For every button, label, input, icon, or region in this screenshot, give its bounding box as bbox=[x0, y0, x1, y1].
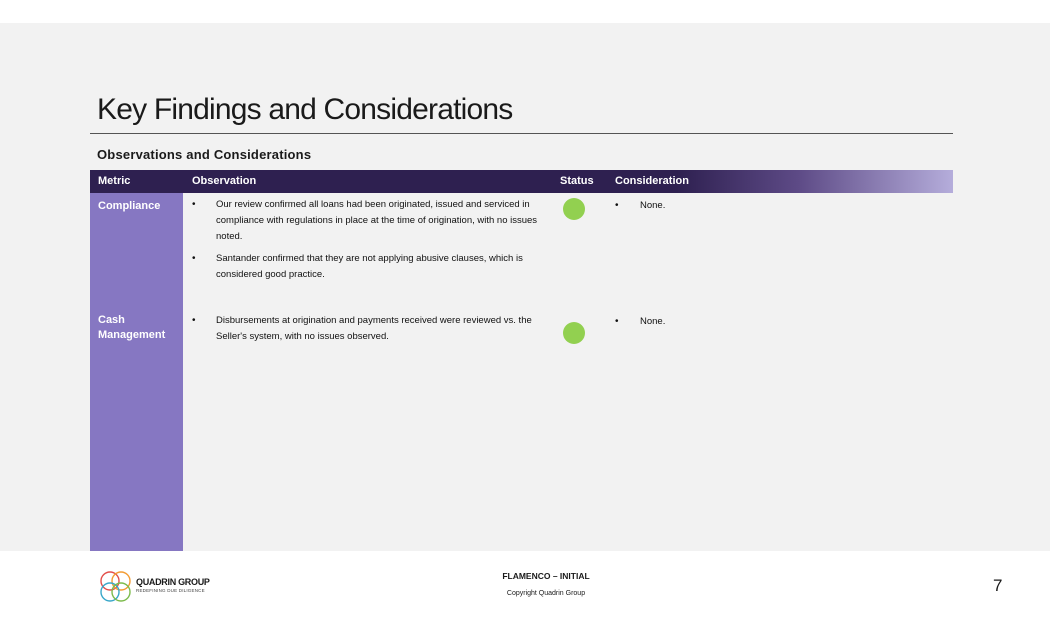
page-number: 7 bbox=[993, 576, 1003, 595]
table-header bbox=[90, 170, 953, 193]
observation-list-compliance bbox=[192, 197, 542, 289]
status-indicator-compliance bbox=[563, 198, 585, 220]
logo-name: QUADRIN GROUP bbox=[136, 577, 210, 587]
observation-list-cash-management bbox=[192, 313, 542, 351]
logo-tagline: REDEFINING DUE DILIGENCE bbox=[136, 588, 205, 593]
footer-project: FLAMENCO – INITIAL bbox=[502, 571, 590, 581]
title-divider bbox=[90, 133, 953, 134]
section-heading: Observations and Considerations bbox=[97, 147, 312, 162]
observation-item: • Our review confirmed all loans had been originated, issued and serviced in compliance with regulations in place at the time of origination, with no issues noted. bbox=[192, 197, 542, 245]
footer-copyright: Copyright Quadrin Group bbox=[506, 590, 586, 597]
observation-item: • Santander confirmed that they are not applying abusive clauses, which is considered good practice. bbox=[192, 251, 542, 283]
slide-body bbox=[0, 23, 1050, 551]
consideration-cash-management: • None. bbox=[615, 314, 665, 330]
observation-item: • Disbursements at origination and payments received were reviewed vs. the Seller's system, with no issues observed. bbox=[192, 313, 542, 345]
header-status: Status bbox=[560, 175, 594, 187]
slide-title: Key Findings and Considerations bbox=[97, 93, 513, 126]
metric-compliance: Compliance bbox=[98, 200, 161, 212]
metric-cash-management: Cash Management bbox=[98, 314, 166, 341]
metric-column bbox=[90, 193, 183, 551]
header-observation: Observation bbox=[192, 175, 257, 187]
header-consideration: Consideration bbox=[615, 175, 689, 187]
header-metric: Metric bbox=[98, 175, 131, 187]
status-indicator-cash-management bbox=[563, 322, 585, 344]
consideration-compliance: • None. bbox=[615, 198, 665, 214]
